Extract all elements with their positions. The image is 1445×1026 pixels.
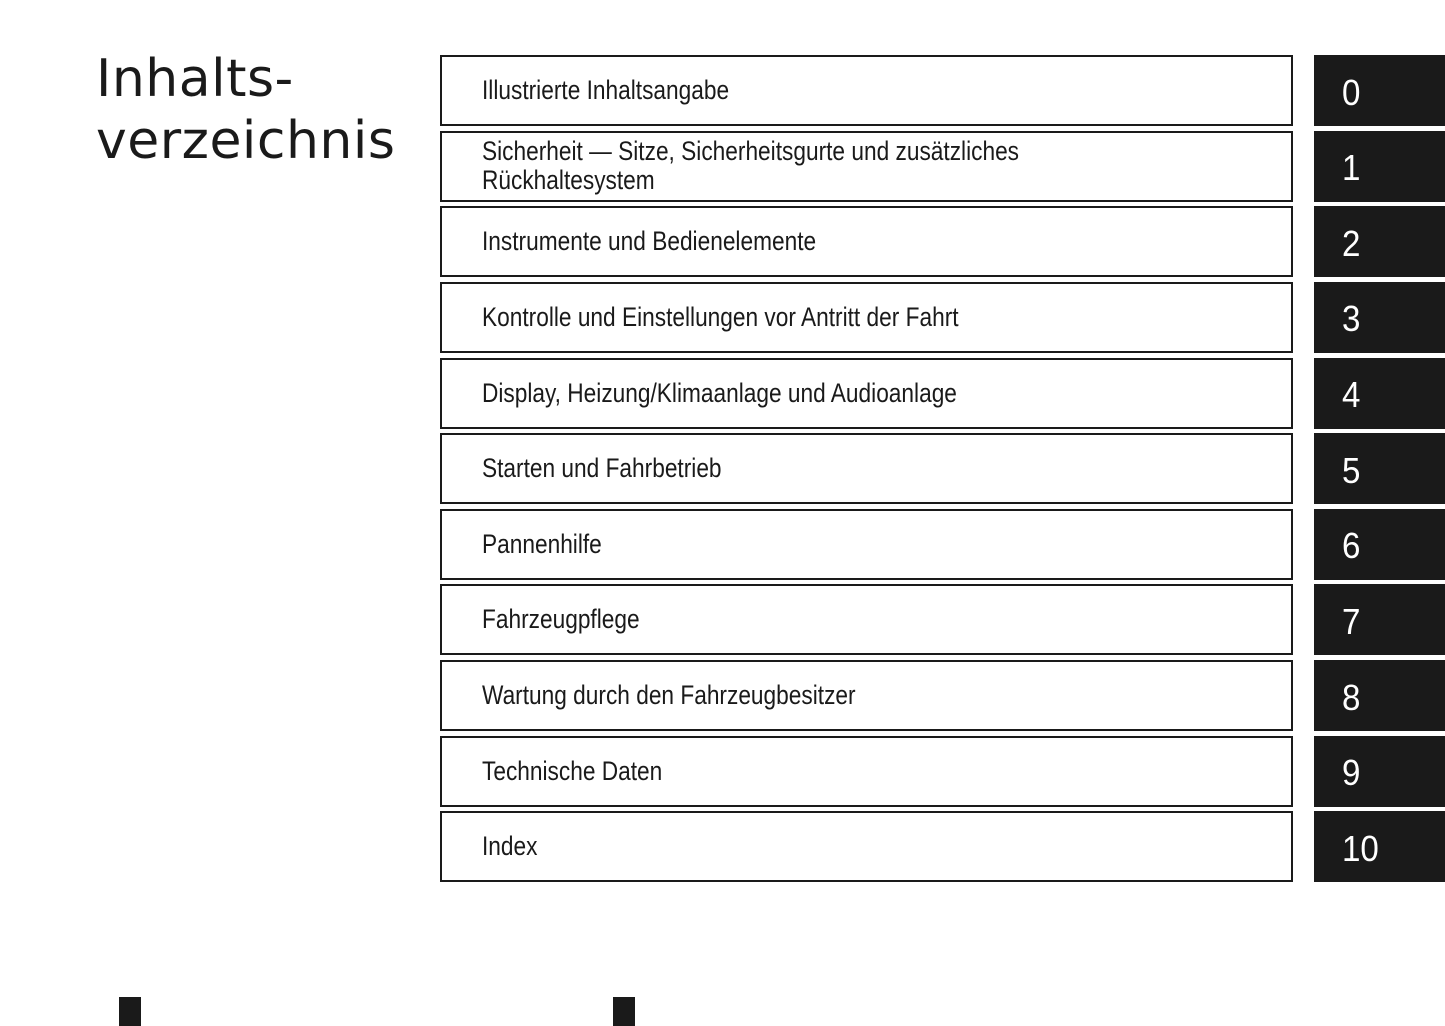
toc-entry-label[interactable]: Illustrierte Inhaltsangabe [482, 75, 730, 105]
toc-entry-label[interactable]: Technische Daten [482, 755, 663, 786]
toc-entry-label[interactable]: Wartung durch den Fahrzeugbesitzer [482, 680, 856, 711]
page-title-line-2: verzeichnis [96, 111, 396, 171]
toc-entry-box[interactable] [440, 811, 1293, 882]
crop-mark-left [119, 997, 141, 1026]
chapter-tab-7[interactable] [1314, 584, 1445, 655]
chapter-tab-3[interactable] [1314, 282, 1445, 353]
toc-entry-2[interactable] [440, 206, 1445, 277]
chapter-tab-1[interactable] [1314, 131, 1445, 202]
toc-entry-6[interactable] [440, 509, 1445, 580]
toc-entry-1[interactable] [440, 131, 1445, 202]
chapter-number: 4 [1342, 374, 1361, 416]
toc-entry-8[interactable] [440, 660, 1445, 731]
toc-entry-label[interactable]: Kontrolle und Einstellungen vor Antritt der Fahrt [482, 301, 959, 332]
toc-entry-box[interactable] [440, 358, 1293, 429]
toc-entry-10[interactable] [440, 811, 1445, 882]
chapter-tab-2[interactable] [1314, 206, 1445, 277]
toc-entry-box[interactable] [440, 660, 1293, 731]
chapter-number: 3 [1342, 298, 1361, 340]
toc-entry-4[interactable] [440, 358, 1445, 429]
chapter-number: 8 [1342, 676, 1361, 718]
toc-entry-box[interactable] [440, 509, 1293, 580]
chapter-number: 1 [1342, 147, 1361, 189]
chapter-number: 0 [1342, 71, 1361, 113]
toc-entry-label[interactable]: Starten und Fahrbetrieb [482, 453, 722, 484]
page-title [96, 48, 395, 172]
chapter-number: 10 [1342, 827, 1379, 869]
toc-entry-7[interactable] [440, 584, 1445, 655]
chapter-number: 7 [1342, 600, 1361, 642]
toc-entry-label[interactable]: Fahrzeugpflege [482, 604, 640, 635]
chapter-tab-0[interactable] [1314, 55, 1445, 126]
chapter-tab-8[interactable] [1314, 660, 1445, 731]
toc-entry-0[interactable] [440, 55, 1445, 126]
chapter-number: 6 [1342, 525, 1361, 567]
chapter-number: 9 [1342, 752, 1361, 794]
toc-entry-box[interactable] [440, 282, 1293, 353]
toc-entry-label[interactable]: Instrumente und Bedienelemente [482, 226, 817, 257]
toc-entry-box[interactable] [440, 584, 1293, 655]
chapter-tab-5[interactable] [1314, 433, 1445, 504]
toc-entry-5[interactable] [440, 433, 1445, 504]
toc-entry-label[interactable]: Sicherheit — Sitze, Sicherheitsgurte und zusätzliches Rückhaltesystem [482, 136, 1020, 196]
table-of-contents [440, 55, 1445, 887]
toc-entry-label[interactable]: Pannenhilfe [482, 528, 602, 559]
chapter-tab-10[interactable] [1314, 811, 1445, 882]
toc-entry-9[interactable] [440, 736, 1445, 807]
toc-entry-box[interactable] [440, 736, 1293, 807]
toc-entry-label[interactable]: Index [482, 831, 538, 862]
chapter-number: 5 [1342, 449, 1361, 491]
chapter-number: 2 [1342, 222, 1361, 264]
chapter-tab-9[interactable] [1314, 736, 1445, 807]
toc-entry-box[interactable] [440, 433, 1293, 504]
toc-entry-box[interactable] [440, 206, 1293, 277]
chapter-tab-6[interactable] [1314, 509, 1445, 580]
toc-entry-3[interactable] [440, 282, 1445, 353]
toc-entry-box[interactable] [440, 55, 1293, 126]
crop-mark-right [613, 997, 635, 1026]
chapter-tab-4[interactable] [1314, 358, 1445, 429]
toc-entry-label[interactable]: Display, Heizung/Klimaanlage und Audioanlage [482, 377, 957, 408]
toc-entry-box[interactable] [440, 131, 1293, 202]
page-title-line-1: Inhalts- [96, 49, 294, 109]
